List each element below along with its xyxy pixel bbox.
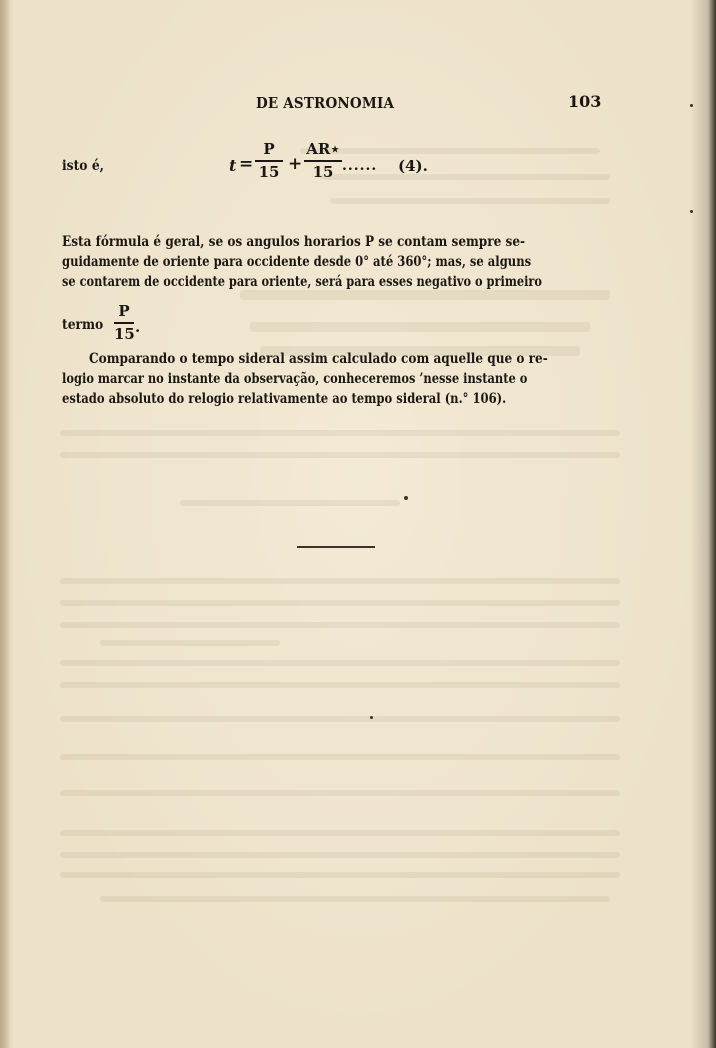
bleed-through-mark (60, 872, 620, 878)
fraction-p-over-15-inline (114, 302, 134, 343)
bleed-through-mark (60, 452, 620, 458)
formula-intro: isto é, (62, 158, 104, 174)
running-title: DE ASTRONOMIA (256, 94, 395, 112)
bleed-through-mark (60, 682, 620, 688)
bleed-through-mark (60, 830, 620, 836)
page-number: 103 (568, 92, 602, 111)
bleed-through-mark (60, 622, 620, 628)
fraction-denominator: 15 (312, 162, 334, 181)
paragraph-sidereal-time (62, 349, 602, 409)
text-line: logio marcar no instante da observação, conheceremos ’nesse instante o (62, 371, 528, 387)
fraction-numerator: P (263, 140, 275, 158)
page-edge-shadow (708, 0, 716, 1048)
ink-speck (370, 716, 373, 719)
fraction-p-over-15 (255, 140, 283, 181)
fraction-numerator: P (118, 302, 130, 320)
bleed-through-mark (60, 754, 620, 760)
text-line: se contarem de occidente para oriente, será para esses negativo o primeiro (62, 274, 542, 290)
formula-equals: = (239, 154, 254, 174)
fraction-denominator: 15 (114, 324, 135, 343)
bleed-through-mark (100, 896, 610, 902)
fraction-bar (255, 160, 283, 162)
page-gutter-shadow (0, 0, 10, 1048)
fraction-bar (304, 160, 342, 162)
bleed-through-mark (60, 660, 620, 666)
termo-period: . (135, 318, 141, 336)
formula-leader-dots: ...... (342, 158, 378, 174)
fraction-denominator: 15 (258, 162, 280, 181)
bleed-through-mark (330, 198, 610, 204)
bleed-through-mark (60, 716, 620, 722)
paragraph-formula-general (62, 232, 602, 292)
ink-speck (690, 210, 693, 213)
bleed-through-mark (60, 600, 620, 606)
bleed-through-mark (100, 640, 280, 646)
fraction-ar-over-15 (304, 140, 342, 181)
text-line: Esta fórmula é geral, se os angulos horarios P se contam sempre se- (62, 234, 526, 250)
bleed-through-mark (60, 852, 620, 858)
bleed-through-mark (60, 790, 620, 796)
bleed-through-mark (60, 578, 620, 584)
ink-speck (690, 104, 693, 107)
formula-plus: + (288, 154, 303, 174)
text-line: guidamente de oriente para occidente desde 0° até 360°; mas, se alguns (62, 254, 532, 270)
bleed-through-mark (60, 430, 620, 436)
bleed-through-mark (180, 500, 400, 506)
fraction-numerator: AR⋆ (306, 140, 340, 158)
text-line: estado absoluto do relogio relativamente ao tempo sideral (n.° 106). (62, 391, 507, 407)
bleed-through-mark (250, 322, 590, 332)
ink-speck (404, 496, 408, 500)
termo-word: termo (62, 317, 104, 333)
text-line: Comparando o tempo sideral assim calculado com aquelle que o re- (89, 351, 548, 367)
equation-number: (4). (398, 157, 428, 175)
fraction-bar (114, 322, 134, 324)
termo-line (62, 302, 262, 348)
formula-4 (62, 140, 622, 190)
formula-variable-t: t (229, 156, 237, 175)
section-divider-rule (297, 546, 375, 548)
